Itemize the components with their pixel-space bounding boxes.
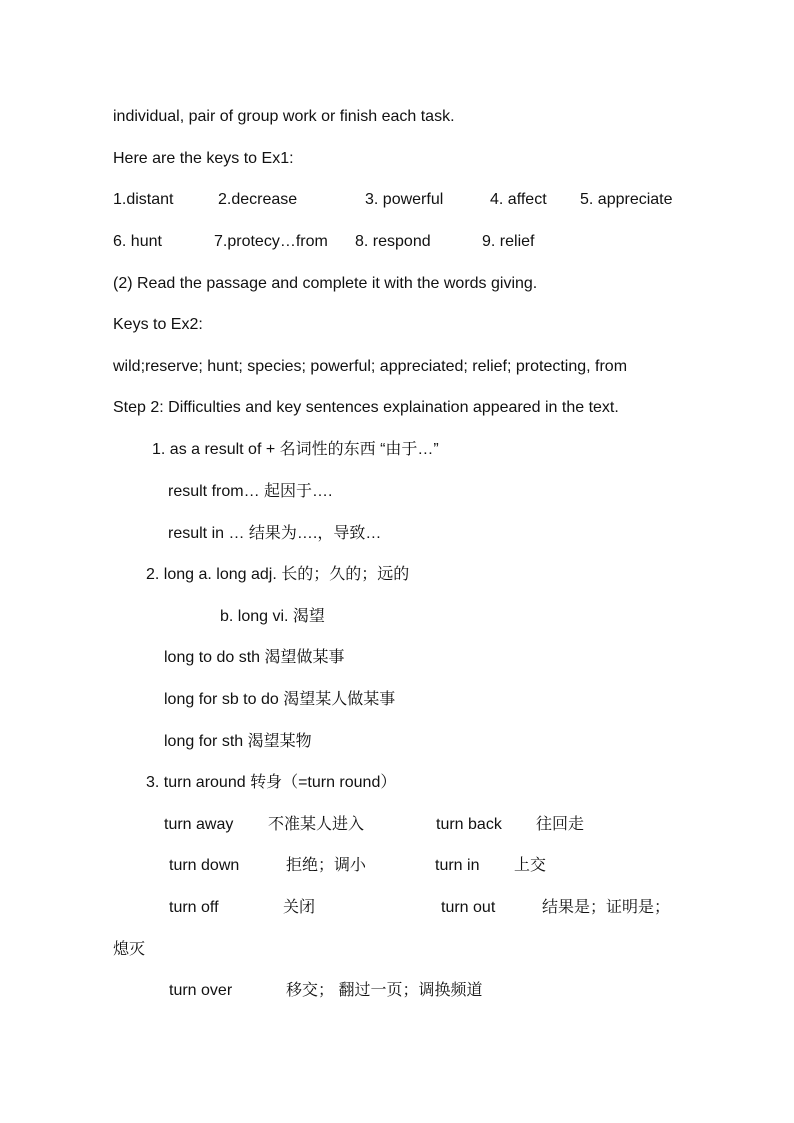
phrase-meaning: 上交 xyxy=(514,857,547,874)
item-1-title: 1. as a result of + 名词性的东西 “由于…” xyxy=(152,441,439,458)
ex2-heading: Keys to Ex2: xyxy=(113,316,203,333)
ex1-answer: 8. respond xyxy=(355,233,431,250)
item-1-sub-1: result from… 起因于…. xyxy=(168,483,333,500)
ex1-answer: 7.protecy…from xyxy=(214,233,328,250)
phrase-term: turn down xyxy=(169,857,240,874)
item-3-title: 3. turn around 转身（=turn round） xyxy=(146,774,397,791)
intro-text: individual, pair of group work or finish each task. xyxy=(113,108,455,125)
phrase-meaning: 不准某人进入 xyxy=(268,816,365,833)
item-2-phrase-1: long to do sth 渴望做某事 xyxy=(164,649,345,666)
phrase-meaning: 往回走 xyxy=(536,816,585,833)
phrase-meaning-continued: 熄灭 xyxy=(113,941,146,958)
phrase-meaning: 关闭 xyxy=(283,899,316,916)
ex1-answer: 5. appreciate xyxy=(580,191,673,208)
phrase-meaning: 结果是；证明是； xyxy=(542,899,671,916)
ex1-heading: Here are the keys to Ex1: xyxy=(113,150,294,167)
task-2-instruction: (2) Read the passage and complete it with the words giving. xyxy=(113,275,538,292)
phrase-term: turn away xyxy=(164,816,234,833)
item-2-phrase-2: long for sb to do 渴望某人做某事 xyxy=(164,691,396,708)
item-1-sub-2: result in … 结果为….，导致… xyxy=(168,525,382,542)
item-2-phrase-3: long for sth 渴望某物 xyxy=(164,733,312,750)
step-2-heading: Step 2: Difficulties and key sentences explaination appeared in the text. xyxy=(113,399,619,416)
phrase-term: turn off xyxy=(169,899,219,916)
item-2-title: 2. long a. long adj. 长的；久的；远的 xyxy=(146,566,410,583)
ex1-answer: 4. affect xyxy=(490,191,547,208)
ex1-answer: 2.decrease xyxy=(218,191,298,208)
ex1-answer: 9. relief xyxy=(482,233,535,250)
phrase-term: turn over xyxy=(169,982,233,999)
phrase-meaning: 拒绝；调小 xyxy=(286,857,367,874)
ex1-answer: 1.distant xyxy=(113,191,174,208)
phrase-term: turn out xyxy=(441,899,496,916)
ex1-answer: 6. hunt xyxy=(113,233,162,250)
phrase-meaning: 移交； 翻过一页；调换频道 xyxy=(286,982,483,999)
phrase-term: turn back xyxy=(436,816,502,833)
phrase-term: turn in xyxy=(435,857,480,874)
ex2-answers: wild;reserve; hunt; species; powerful; appreciated; relief; protecting, from xyxy=(113,358,628,375)
ex1-answer: 3. powerful xyxy=(365,191,444,208)
item-2-sense-b: b. long vi. 渴望 xyxy=(220,608,325,625)
